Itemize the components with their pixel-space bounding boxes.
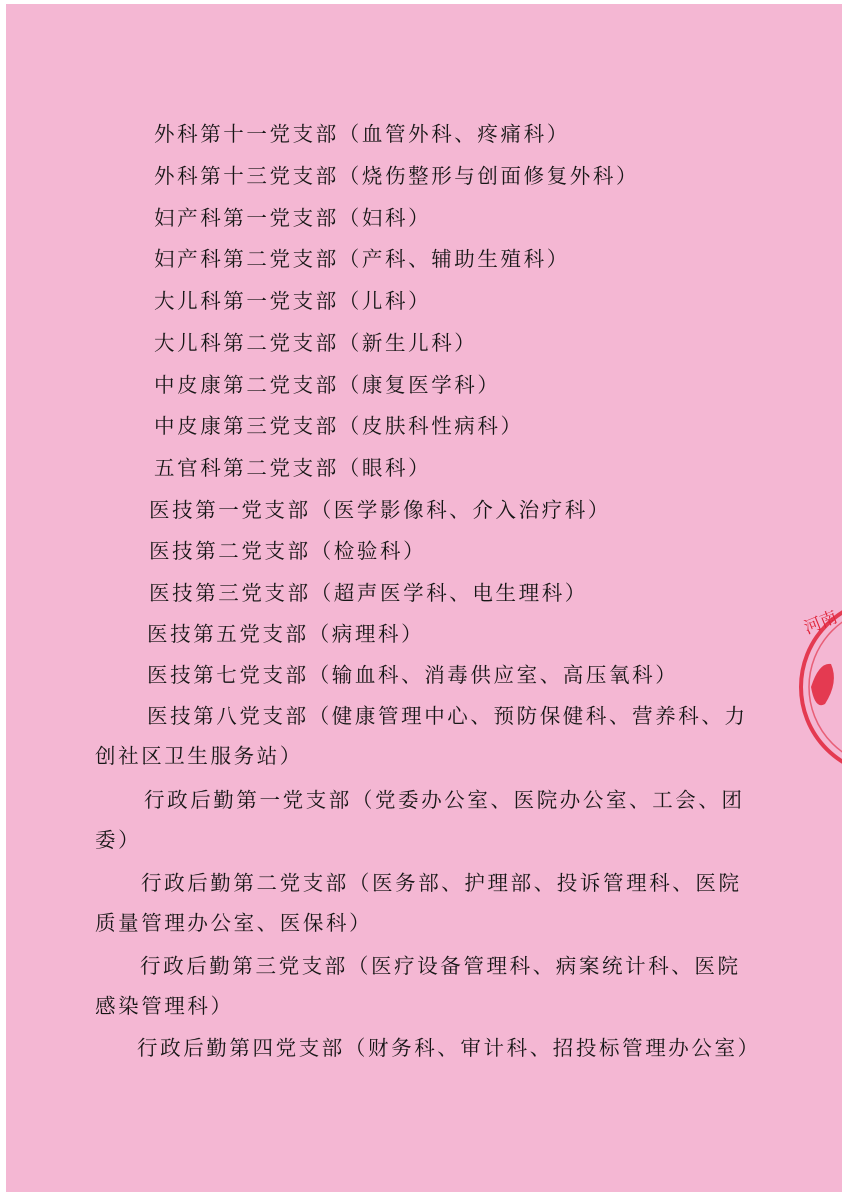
- text-line: 质量管理办公室、医保科）: [95, 911, 373, 935]
- text-line: 创社区卫生服务站）: [95, 744, 303, 768]
- text-line: 五官科第二党支部（眼科）: [154, 456, 432, 480]
- text-line: 妇产科第二党支部（产科、辅助生殖科）: [154, 247, 570, 271]
- text-line: 医技第二党支部（检验科）: [149, 539, 427, 563]
- text-line: 外科第十三党支部（烧伤整形与创面修复外科）: [154, 164, 640, 188]
- text-line: 医技第五党支部（病理科）: [147, 622, 425, 646]
- text-line: 行政后勤第二党支部（医务部、护理部、投诉管理科、医院: [141, 871, 742, 895]
- text-line: 感染管理科）: [95, 994, 234, 1018]
- text-line: 医技第八党支部（健康管理中心、预防保健科、营养科、力: [147, 704, 748, 728]
- text-line: 行政后勤第一党支部（党委办公室、医院办公室、工会、团: [144, 788, 745, 812]
- text-line: 大儿科第一党支部（儿科）: [154, 289, 432, 313]
- text-line: 中皮康第二党支部（康复医学科）: [154, 373, 501, 397]
- text-line: 妇产科第一党支部（妇科）: [154, 206, 432, 230]
- text-line: 大儿科第二党支部（新生儿科）: [154, 331, 478, 355]
- text-line: 行政后勤第三党支部（医疗设备管理科、病案统计科、医院: [140, 954, 741, 978]
- text-line: 中皮康第三党支部（皮肤科性病科）: [154, 414, 524, 438]
- document-page: [6, 4, 842, 1192]
- official-seal: [801, 592, 842, 782]
- seal-text: 河南: [801, 607, 841, 639]
- text-line: 医技第三党支部（超声医学科、电生理科）: [149, 581, 588, 605]
- text-line: 医技第一党支部（医学影像科、介入治疗科）: [149, 498, 611, 522]
- text-line: 委）: [95, 828, 142, 852]
- text-line: 医技第七党支部（输血科、消毒供应室、高压氧科）: [147, 663, 679, 687]
- text-line: 外科第十一党支部（血管外科、疼痛科）: [154, 122, 570, 146]
- text-line: 行政后勤第四党支部（财务科、审计科、招投标管理办公室）: [137, 1036, 761, 1060]
